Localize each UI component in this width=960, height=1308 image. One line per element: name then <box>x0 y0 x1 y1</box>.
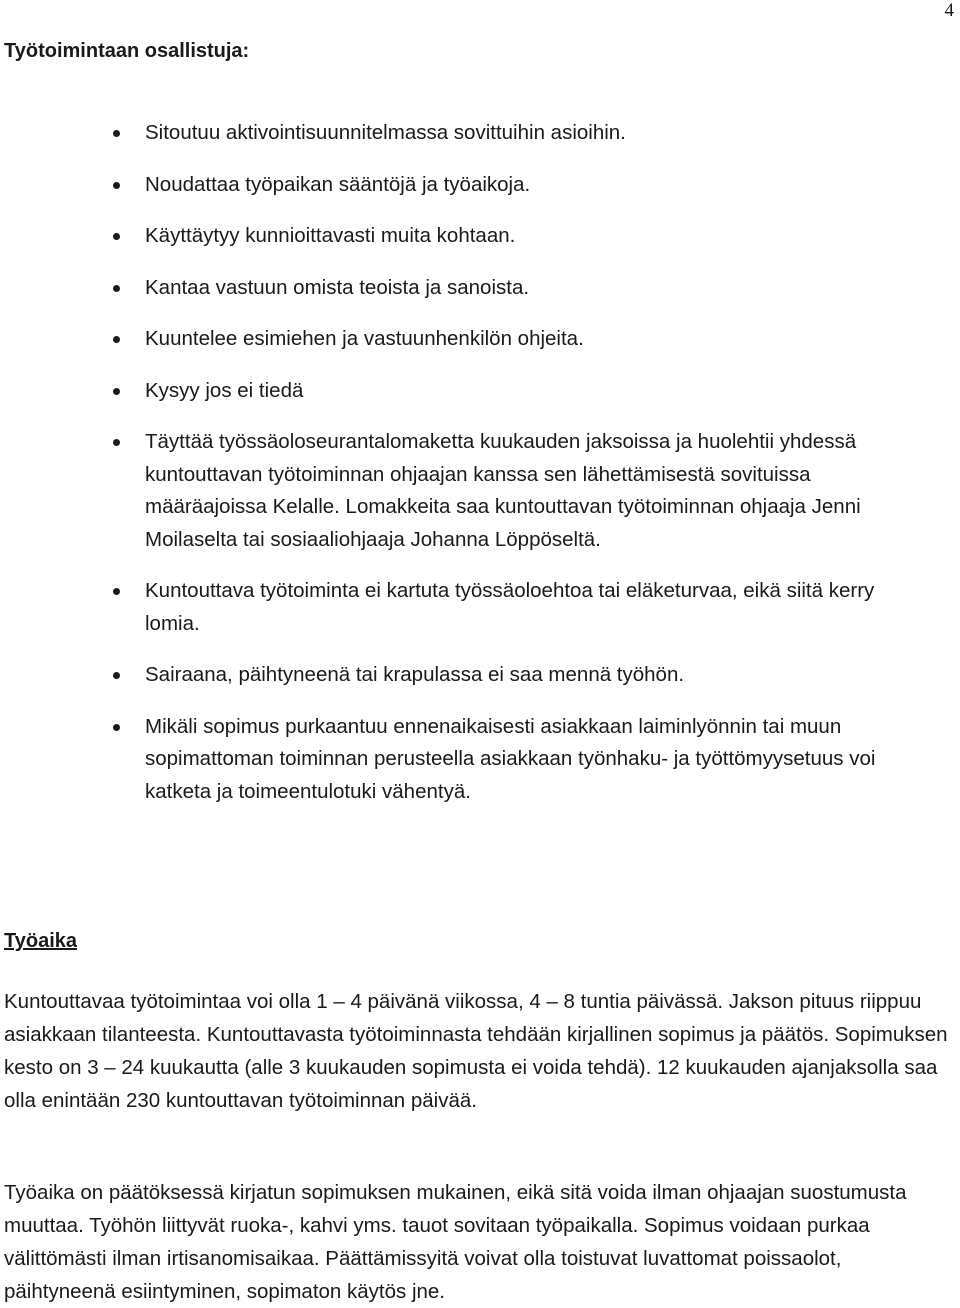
list-item-text: Sitoutuu aktivointisuunnitelmassa sovittuihin asioihin. <box>145 121 626 144</box>
bullet-icon <box>113 336 120 343</box>
bullet-icon <box>113 285 120 292</box>
list-item-text: Kantaa vastuun omista teoista ja sanoista. <box>145 275 530 299</box>
tyoaika-paragraph-2: Työaika on päätöksessä kirjatun sopimuksen mukainen, eikä sitä voida ilman ohjaajan suostumusta muuttaa. Työhön liittyvät ruoka-, kahvi yms. tauot sovitaan työpaikalla. Sopimus voidaan purkaa välittömästi ilman irtisanomisaikaa. Päättämissyitä voivat olla toistuvat luvattomat poissaolot, päihtyneenä esiintyminen, sopimaton käytös jne. <box>4 1181 907 1303</box>
bullet-icon <box>113 672 120 679</box>
list-item <box>0 272 940 305</box>
list-item-text: Käyttäytyy kunnioittavasti muita kohtaan. <box>145 224 516 247</box>
list-item <box>0 323 940 356</box>
list-item-text: Sairaana, päihtyneenä tai krapulassa ei saa mennä työhön. <box>145 663 685 686</box>
bullet-icon <box>113 233 120 240</box>
list-item <box>0 220 940 253</box>
tyoaika-paragraph-1: Kuntouttavaa työtoimintaa voi olla 1 – 4 päivänä viikossa, 4 – 8 tuntia päivässä. Jakson pituus riippuu asiakkaan tilanteesta. Kuntouttavasta työtoiminnasta tehdään kirjallinen sopimus ja päätös. Sopimuksen kesto on 3 – 24 kuukautta (alle 3 kuukauden sopimusta ei voida tehdä). 12 kuukauden ajanjaksolla saa olla enintään 230 kuntouttavan työtoiminnan päivää. <box>4 990 948 1112</box>
bullet-icon <box>113 724 120 731</box>
list-item <box>0 659 940 692</box>
list-item <box>0 375 940 408</box>
section-title-osallistuja: Työtoimintaan osallistuja: <box>4 40 250 62</box>
list-item <box>0 426 940 556</box>
list-item-text: Mikäli sopimus purkaantuu ennenaikaisesti asiakkaan laiminlyönnin tai muun sopimattoman toiminnan perusteella asiakkaan työnhaku- ja työttömyysetuus voi katketa ja toimeentulotuki vähentyä. <box>145 714 876 803</box>
bullet-icon <box>113 182 120 189</box>
bullet-icon <box>113 130 120 137</box>
list-item-text: Kuuntelee esimiehen ja vastuunhenkilön ohjeita. <box>145 327 584 350</box>
section-title-tyoaika: Työaika <box>4 930 77 952</box>
list-item <box>0 169 940 202</box>
responsibilities-list <box>0 117 940 808</box>
bullet-icon <box>113 439 120 446</box>
list-item-text: Kuntouttava työtoiminta ei kartuta työssäoloehtoa tai eläketurvaa, eikä siitä kerry lomia. <box>145 579 875 635</box>
list-item <box>0 575 940 640</box>
list-item-text: Täyttää työssäoloseurantalomaketta kuukauden jaksoissa ja huolehtii yhdessä kuntouttavan työtoiminnan ohjaajan kanssa sen lähettämisestä sovituissa määräajoissa Kelalle. Lomakkeita saa kuntouttavan työtoiminnan ohjaaja Jenni Moilaselta tai sosiaaliohjaaja Johanna Löppöseltä. <box>145 430 861 551</box>
page-number: 4 <box>944 0 954 21</box>
list-item-text: Noudattaa työpaikan sääntöjä ja työaikoja. <box>145 172 531 196</box>
list-item <box>0 711 940 809</box>
bullet-icon <box>113 388 120 395</box>
list-item-text: Kysyy jos ei tiedä <box>145 378 304 402</box>
list-item <box>0 117 940 150</box>
bullet-icon <box>113 588 120 595</box>
